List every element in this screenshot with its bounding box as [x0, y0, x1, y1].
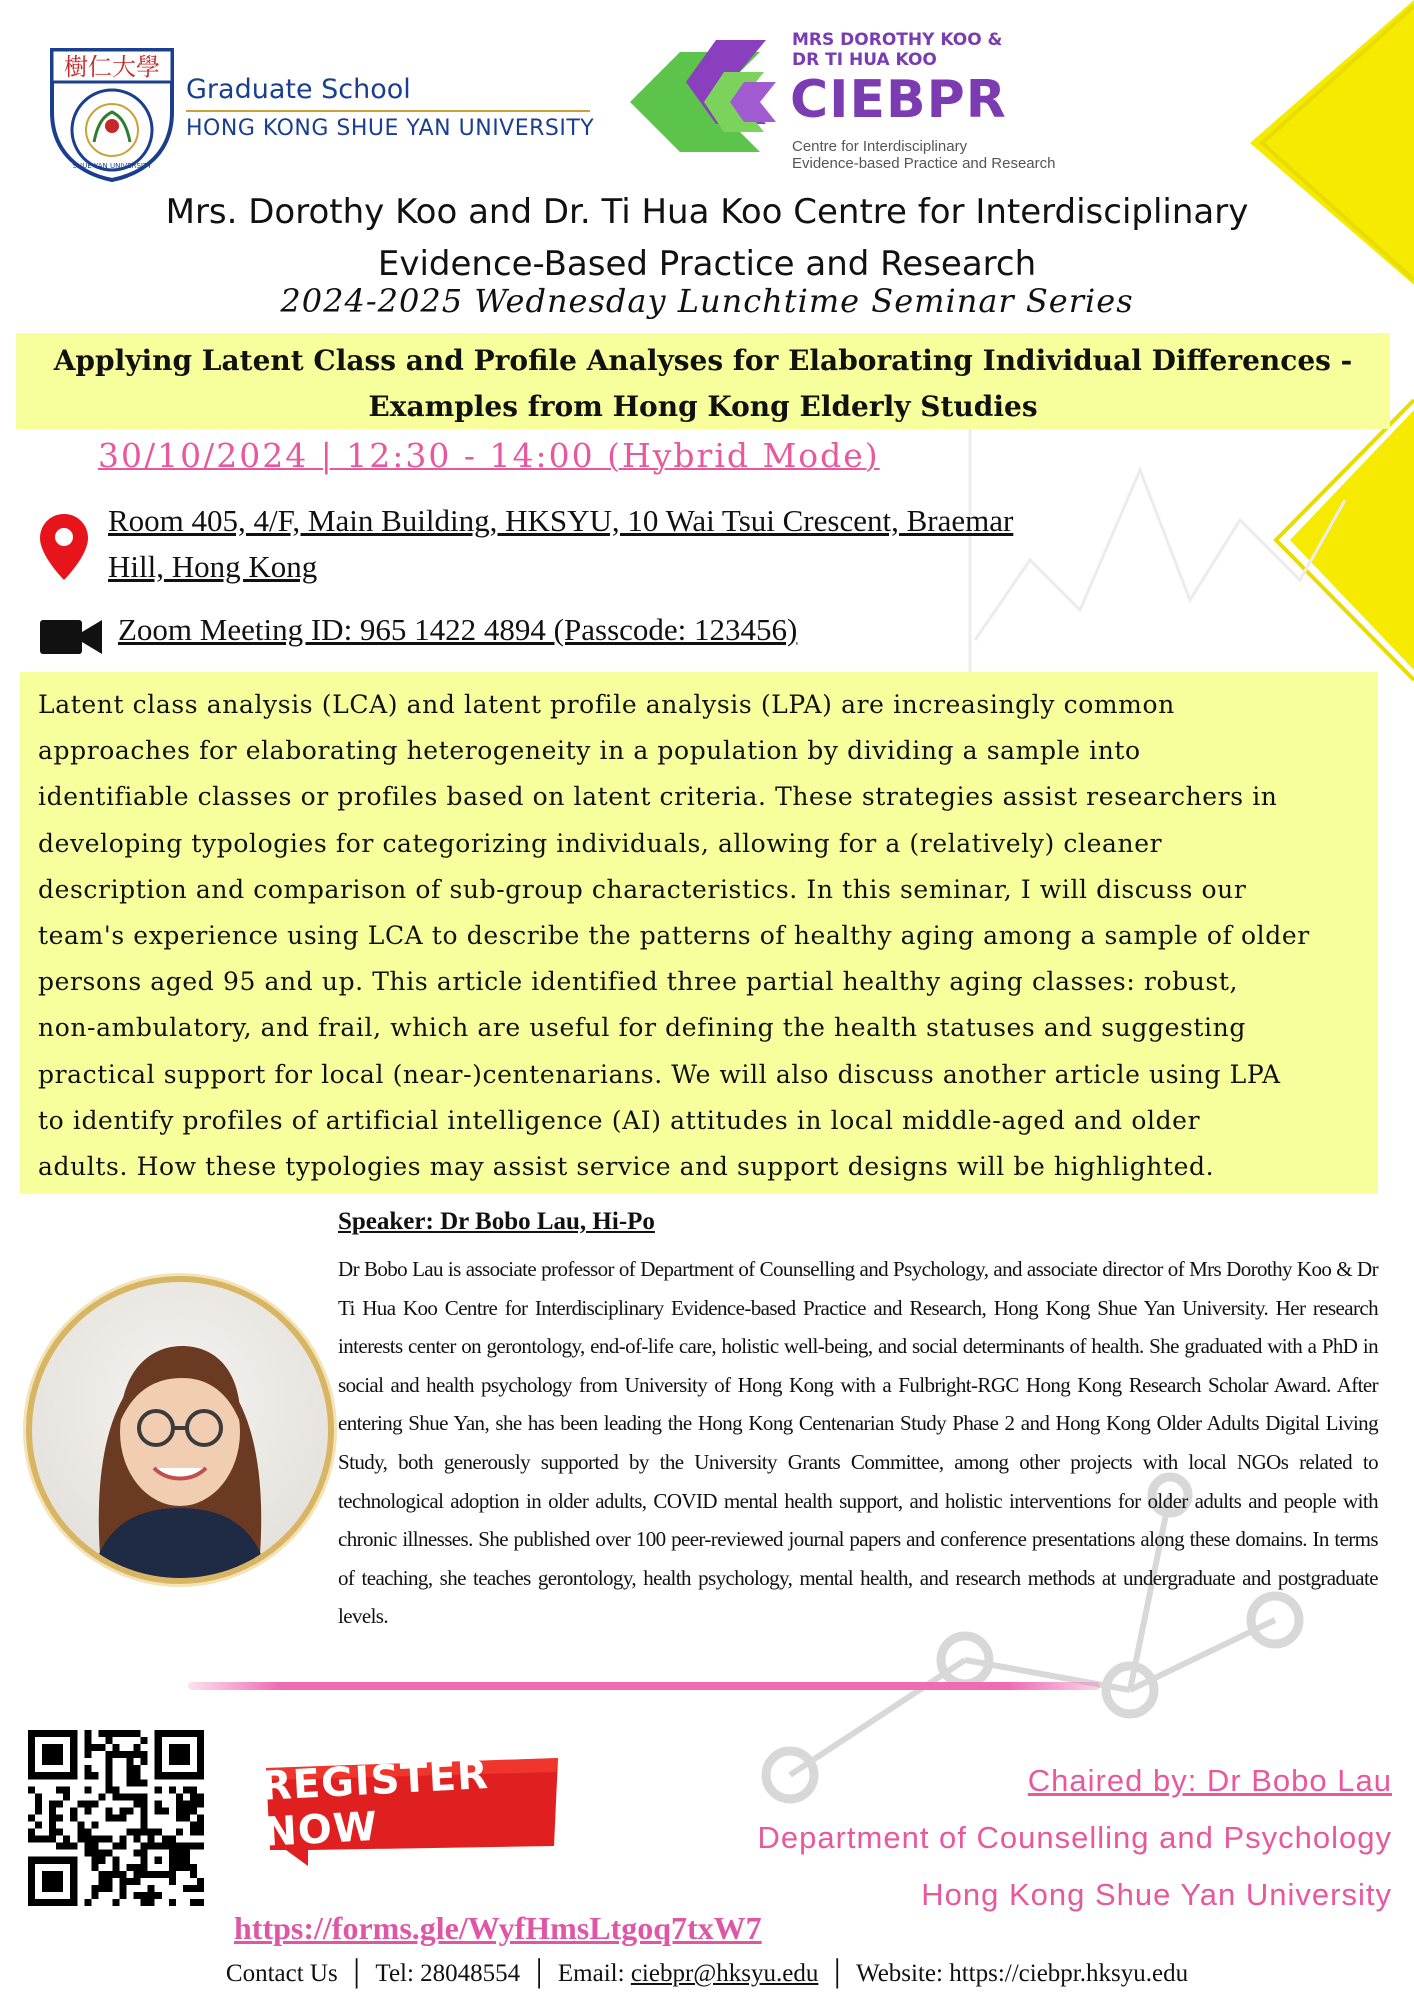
centre-name-line1: Mrs. Dorothy Koo and Dr. Ti Hua Koo Centre for Interdisciplinary [165, 192, 1249, 232]
crest-ring-text: SHUE YAN UNIVERSITY [72, 162, 152, 170]
ciebpr-fullname-line2: Evidence-based Practice and Research [792, 155, 1056, 172]
chair-university: Hong Kong Shue Yan University [921, 1877, 1392, 1912]
contact-footer: Contact Us │ Tel: 28048554 │ Email: ciebpr@hksyu.edu │ Website: https://ciebpr.hksyu.edu [225, 1960, 1189, 1987]
ciebpr-logo-mark [628, 32, 778, 172]
abstract-line: developing typologies for categorizing individuals, allowing for a (relatively) cleaner [38, 828, 1163, 858]
contact-website[interactable]: Website: https://ciebpr.hksyu.edu [856, 1960, 1189, 1987]
abstract-line: adults. How these typologies may assist service and support designs will be highlighted. [38, 1152, 1215, 1182]
crest-chinese-name: 樹仁大學 [64, 53, 160, 81]
video-camera-icon [40, 616, 102, 658]
abstract-line: approaches for elaborating heterogeneity in a population by dividing a sample into [38, 736, 1141, 766]
seminar-title [24, 338, 1382, 430]
ciebpr-name: CIEBPR [790, 70, 1007, 130]
contact-email-label: Email: [557, 1960, 631, 1987]
centre-name [40, 186, 1374, 290]
chair-info [757, 1752, 1392, 1923]
venue-line1: Room 405, 4/F, Main Building, HKSYU, 10 Wai Tsui Crescent, Braemar [108, 503, 1014, 538]
ciebpr-fullname [792, 138, 1092, 172]
seminar-title-line1: Applying Latent Class and Profile Analyses for Elaborating Individual Differences - [53, 344, 1353, 377]
register-now-label[interactable]: REGISTER NOW [259, 1751, 490, 1856]
speaker-portrait-icon [32, 1282, 328, 1578]
seminar-series: 2024-2025 Wednesday Lunchtime Seminar Series [280, 282, 1134, 320]
contact-tel: Tel: 28048554 [375, 1960, 521, 1987]
abstract-line: description and comparison of sub-group characteristics. In this seminar, I will discuss our [38, 874, 1247, 904]
abstract-line: Latent class analysis (LCA) and latent profile analysis (LPA) are increasingly common [38, 690, 1175, 719]
ciebpr-fullname-line1: Centre for Interdisciplinary [792, 138, 968, 155]
venue-line2: Hill, Hong Kong [108, 549, 318, 584]
abstract-line: identifiable classes or profiles based on latent criteria. These strategies assist researchers in [38, 782, 1278, 812]
centre-name-line2: Evidence-Based Practice and Research [377, 244, 1037, 284]
hksyu-crest-logo [42, 42, 182, 182]
event-datetime: 30/10/2024 | 12:30 - 14:00 (Hybrid Mode) [98, 436, 880, 475]
abstract-line: persons aged 95 and up. This article identified three partial healthy aging classes: robust, [38, 967, 1239, 997]
speaker-heading: Speaker: Dr Bobo Lau, Hi-Po [338, 1208, 655, 1235]
speaker-photo [26, 1276, 334, 1584]
contact-email-link[interactable]: ciebpr@hksyu.edu [630, 1960, 819, 1987]
abstract-line: team's experience using LCA to describe the patterns of healthy aging among a sample of older [38, 921, 1310, 951]
abstract [38, 682, 1378, 1190]
university-name: HONG KONG SHUE YAN UNIVERSITY [186, 116, 595, 141]
ciebpr-sponsor [792, 30, 1012, 70]
chair-name: Chaired by: Dr Bobo Lau [1027, 1763, 1392, 1798]
ciebpr-sponsor-line2: DR TI HUA KOO [792, 50, 937, 70]
venue-address [108, 498, 1168, 590]
seminar-title-line2: Examples from Hong Kong Elderly Studies [368, 390, 1038, 423]
zoom-meeting-info: Zoom Meeting ID: 965 1422 4894 (Passcode: 123456) [118, 612, 798, 647]
speaker-bio: Dr Bobo Lau is associate professor of Department of Counselling and Psychology, and associate director of Mrs Dorothy Koo & Dr Ti Hua Koo Centre for Interdisciplinary Evidence-based Practice and Research, Hong Kong Shue Yan University. Her research interests center on gerontology, end-of-life care, holistic well-being, and social determinants of health. She graduated with a PhD in social and health psychology from University of Hong Kong with a Fulbright-RGC Hong Kong Research Scholar Award. After entering Shue Yan, she has been leading the Hong Kong Centenarian Study Phase 2 and Hong Kong Older Adults Digital Living Study, both generously supported by the University Grants Committee, among other projects with local NGOs related to technological adoption in older adults, COVID mental health support, and holistic interventions for older adults and people with chronic illnesses. She published over 100 peer-reviewed journal papers and conference presentations along these domains. In terms of teaching, she teaches gerontology, health psychology, mental health, and research methods at undergraduate and postgraduate levels. [338, 1257, 1378, 1629]
location-pin-icon [38, 512, 90, 582]
pink-divider [188, 1682, 1100, 1690]
contact-label: Contact Us [225, 1960, 338, 1987]
chair-department: Department of Counselling and Psychology [757, 1820, 1392, 1855]
header-divider [186, 110, 590, 112]
registration-qr-code[interactable] [28, 1730, 204, 1906]
abstract-line: non-ambulatory, and frail, which are useful for defining the health statuses and suggesting [38, 1013, 1246, 1043]
ciebpr-sponsor-line1: MRS DOROTHY KOO & [792, 30, 1003, 50]
abstract-line: practical support for local (near-)centenarians. We will also discuss another article using LPA [38, 1059, 1281, 1089]
abstract-line: to identify profiles of artificial intelligence (AI) attitudes in local middle-aged and older [38, 1105, 1201, 1135]
graduate-school-label: Graduate School [186, 74, 411, 105]
registration-link[interactable]: https://forms.gle/WyfHmsLtgoq7txW7 [234, 1910, 762, 1946]
